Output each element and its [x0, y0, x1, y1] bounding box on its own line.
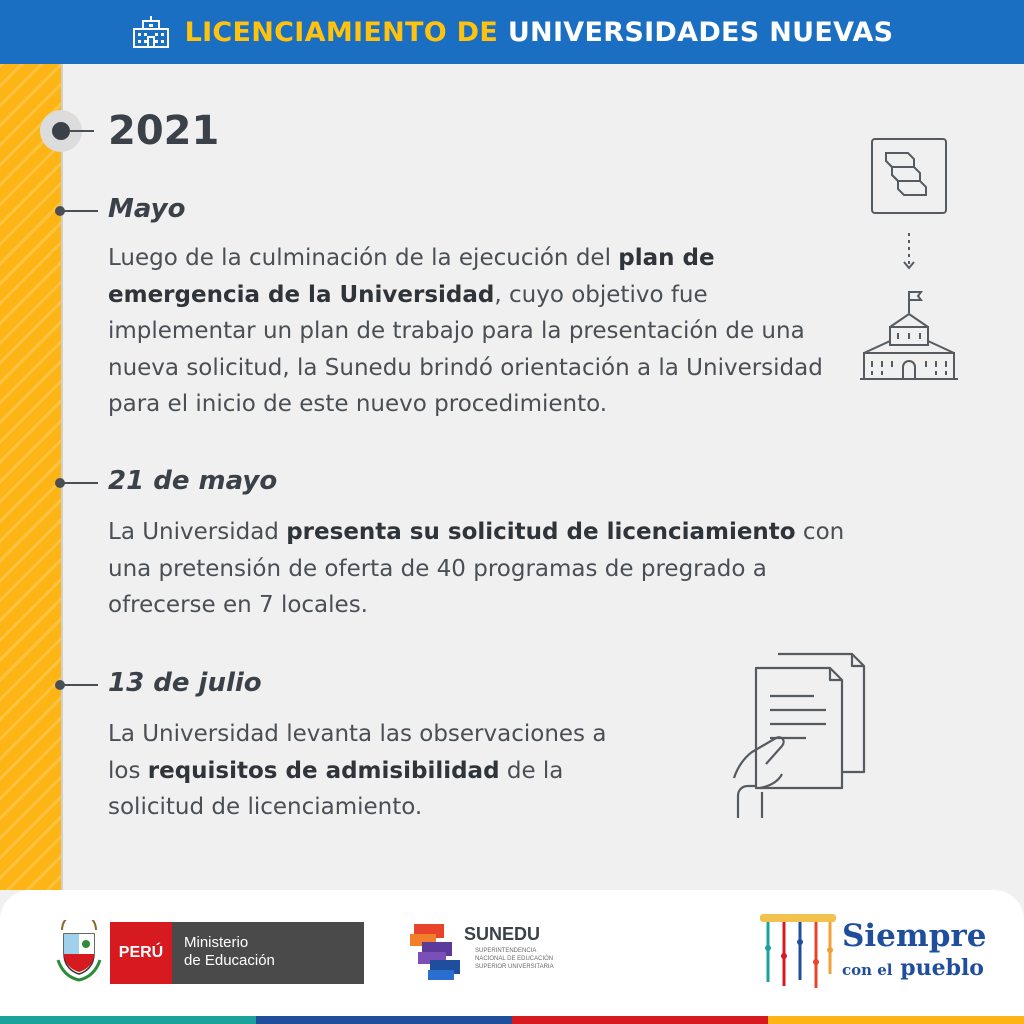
year-connector: [70, 130, 94, 132]
body-text: La Universidad levanta las observaciones a los: [108, 721, 607, 784]
sunedu-logo-icon: [410, 922, 464, 982]
timeline-axis: [61, 64, 63, 890]
timeline-connector: [62, 684, 98, 686]
ministerio-label: [172, 922, 364, 984]
peru-coat-of-arms-icon: [54, 920, 104, 982]
timeline-connector: [62, 482, 98, 484]
emphasis-text: presenta su solicitud de licenciamiento: [286, 519, 796, 545]
bottom-color-bar: [0, 1016, 1024, 1024]
entry-text: [108, 240, 828, 423]
body-text: Luego de la culminación de la ejecución del: [108, 245, 619, 271]
bar-segment: [256, 1016, 512, 1024]
body-text: La Universidad: [108, 519, 287, 545]
body-text: , cuyo objetivo fue implementar un plan de trabajo para la presentación de una nueva solicitud, la Sunedu brindó orientación a la Universidad para el inicio de este nuevo procedimiento.: [108, 281, 823, 417]
emphasis-text: requisitos de admisibilidad: [147, 757, 500, 784]
page-title: [185, 17, 894, 48]
entry-title: 13 de julio: [108, 668, 262, 698]
sunedu-subtitle: SUPERINTENDENCIA NACIONAL DE EDUCACIÓN SUPERIOR UNIVERSITARIA: [475, 948, 554, 970]
bar-segment: [768, 1016, 1024, 1024]
university-building-icon: [131, 15, 171, 49]
ministerio-line2: de Educación: [184, 952, 275, 969]
timeline-connector: [62, 210, 98, 212]
blocks-icon: [872, 139, 946, 213]
title-part2: UNIVERSIDADES NUEVAS: [507, 16, 894, 48]
transition-illustration: [858, 135, 962, 385]
body-text: con una pretensión de oferta de 40 programas de pregrado a ofrecerse en 7 locales.: [108, 519, 845, 618]
pueblo-text: pueblo: [900, 955, 984, 981]
arrow-down-icon: [904, 233, 914, 268]
peru-label: PERÚ: [110, 922, 172, 984]
entry-text: [108, 514, 868, 624]
body-text: de la solicitud de licenciamiento.: [108, 757, 564, 820]
ministerio-line1: Ministerio: [184, 934, 249, 951]
title-part1: LICENCIAMIENTO DE: [184, 16, 499, 48]
left-stripe: [0, 64, 61, 890]
con-el-pueblo-text: [842, 955, 984, 981]
emphasis-text: plan de emergencia de la Universidad: [108, 245, 715, 308]
year-marker: [52, 122, 70, 140]
bar-segment: [512, 1016, 768, 1024]
documents-in-hand-icon: [730, 650, 870, 820]
year-label: 2021: [108, 108, 220, 154]
bar-segment: [0, 1016, 256, 1024]
entry-text: [108, 716, 638, 826]
header-banner: [0, 0, 1024, 64]
entry-title: 21 de mayo: [108, 466, 278, 496]
entry-title: Mayo: [108, 194, 186, 224]
siempre-text: Siempre: [842, 918, 987, 954]
siempre-logo-icon: [758, 912, 838, 994]
sunedu-name: SUNEDU: [464, 924, 541, 944]
con-el-text: con el: [842, 961, 893, 979]
university-building-icon: [860, 291, 958, 379]
